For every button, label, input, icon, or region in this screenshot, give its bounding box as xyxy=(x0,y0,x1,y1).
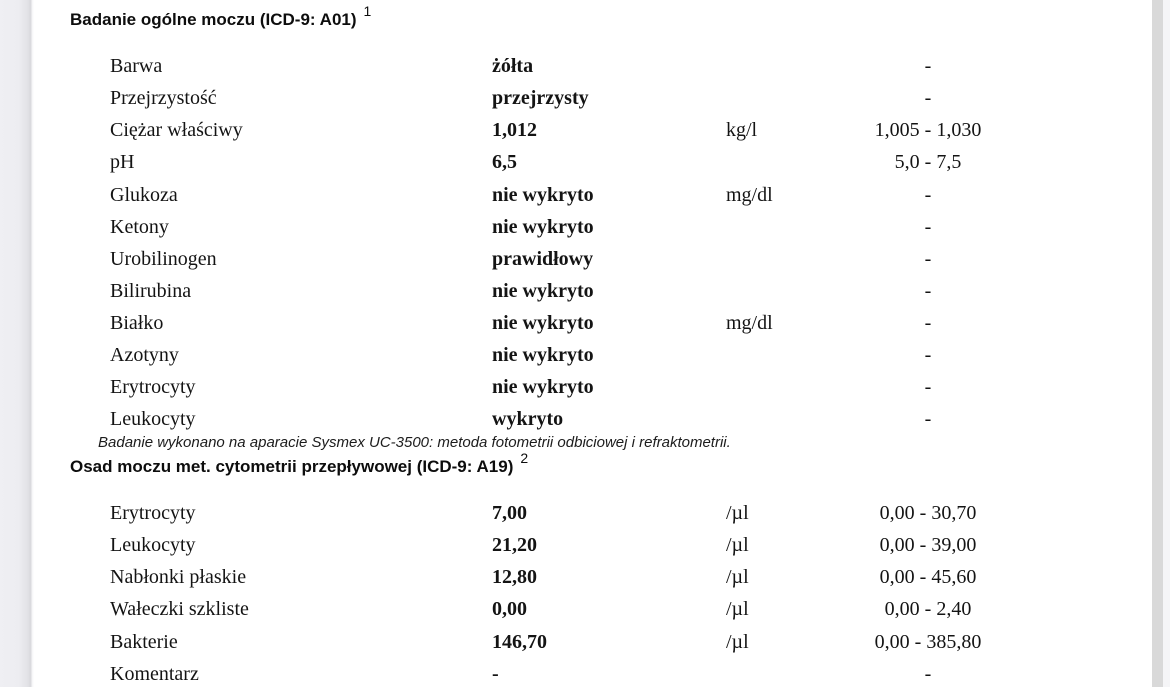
param-range: 1,005 - 1,030 xyxy=(874,119,982,141)
table-row xyxy=(0,339,1170,371)
param-name: Komentarz xyxy=(110,663,199,685)
table-row xyxy=(0,529,1170,561)
param-value: 146,70 xyxy=(492,631,547,653)
section-title-osad-moczu xyxy=(70,450,529,481)
param-name: Azotyny xyxy=(110,344,179,366)
param-value: przejrzysty xyxy=(492,87,589,109)
param-name: Bakterie xyxy=(110,631,178,653)
table-row xyxy=(0,146,1170,178)
param-value: prawidłowy xyxy=(492,248,594,270)
table-row xyxy=(0,211,1170,243)
table-row xyxy=(0,50,1170,82)
footnote-ref: 1 xyxy=(363,3,372,19)
param-name: Leukocyty xyxy=(110,534,196,556)
section-title-badanie-ogolne xyxy=(70,3,372,34)
section-title-text: Osad moczu met. cytometrii przepływowej (ICD-9: A19) xyxy=(70,457,514,476)
param-value: nie wykryto xyxy=(492,312,594,334)
param-range: - xyxy=(924,248,932,270)
table-row xyxy=(0,403,1170,435)
param-name: pH xyxy=(110,151,135,173)
param-name: Leukocyty xyxy=(110,408,196,430)
param-value: żółta xyxy=(492,55,534,77)
table-row xyxy=(0,82,1170,114)
table-row xyxy=(0,561,1170,593)
param-range: 5,0 - 7,5 xyxy=(894,151,962,173)
param-range: 0,00 - 2,40 xyxy=(884,598,972,620)
param-range: - xyxy=(924,280,932,302)
table-row xyxy=(0,593,1170,625)
table-row xyxy=(0,371,1170,403)
param-value: 21,20 xyxy=(492,534,537,556)
param-range: - xyxy=(924,216,932,238)
param-unit: /µl xyxy=(726,534,749,556)
param-range: - xyxy=(924,87,932,109)
param-name: Urobilinogen xyxy=(110,248,217,270)
param-range: 0,00 - 30,70 xyxy=(879,502,977,524)
param-value: nie wykryto xyxy=(492,216,594,238)
param-name: Ciężar właściwy xyxy=(110,119,243,141)
param-range: - xyxy=(924,663,932,685)
param-value: nie wykryto xyxy=(492,280,594,302)
footnote-ref: 2 xyxy=(520,450,529,466)
param-unit: /µl xyxy=(726,631,749,653)
param-range: 0,00 - 45,60 xyxy=(879,566,977,588)
param-range: - xyxy=(924,376,932,398)
table-row xyxy=(0,114,1170,146)
section-title-text: Badanie ogólne moczu (ICD-9: A01) xyxy=(70,10,357,29)
param-name: Przejrzystość xyxy=(110,87,217,109)
table-row xyxy=(0,179,1170,211)
param-value: wykryto xyxy=(492,408,564,430)
param-unit: mg/dl xyxy=(726,312,773,334)
param-unit: kg/l xyxy=(726,119,758,141)
param-name: Erytrocyty xyxy=(110,502,196,524)
param-name: Ketony xyxy=(110,216,169,238)
table-row xyxy=(0,243,1170,275)
table-row xyxy=(0,658,1170,690)
param-range: - xyxy=(924,408,932,430)
param-range: - xyxy=(924,344,932,366)
param-range: - xyxy=(924,312,932,334)
param-name: Barwa xyxy=(110,55,163,77)
param-name: Nabłonki płaskie xyxy=(110,566,247,588)
table-row xyxy=(0,275,1170,307)
analyzer-note: Badanie wykonano na aparacie Sysmex UC-3500: metoda fotometrii odbiciowej i refraktometrii. xyxy=(98,434,731,451)
param-range: 0,00 - 39,00 xyxy=(879,534,977,556)
param-name: Bilirubina xyxy=(110,280,192,302)
table-row xyxy=(0,626,1170,658)
param-value: nie wykryto xyxy=(492,376,594,398)
param-value: 12,80 xyxy=(492,566,537,588)
param-unit: /µl xyxy=(726,566,749,588)
param-value: 0,00 xyxy=(492,598,527,620)
param-unit: /µl xyxy=(726,502,749,524)
param-value: 6,5 xyxy=(492,151,517,173)
param-range: 0,00 - 385,80 xyxy=(874,631,982,653)
param-value: - xyxy=(492,663,499,685)
param-name: Wałeczki szkliste xyxy=(110,598,249,620)
param-unit: /µl xyxy=(726,598,749,620)
param-name: Glukoza xyxy=(110,184,178,206)
param-name: Białko xyxy=(110,312,164,334)
param-value: 1,012 xyxy=(492,119,537,141)
param-range: - xyxy=(924,55,932,77)
table-row xyxy=(0,307,1170,339)
table-row xyxy=(0,497,1170,529)
param-unit: mg/dl xyxy=(726,184,773,206)
param-name: Erytrocyty xyxy=(110,376,196,398)
param-value: nie wykryto xyxy=(492,184,594,206)
param-range: - xyxy=(924,184,932,206)
param-value: 7,00 xyxy=(492,502,527,524)
param-value: nie wykryto xyxy=(492,344,594,366)
